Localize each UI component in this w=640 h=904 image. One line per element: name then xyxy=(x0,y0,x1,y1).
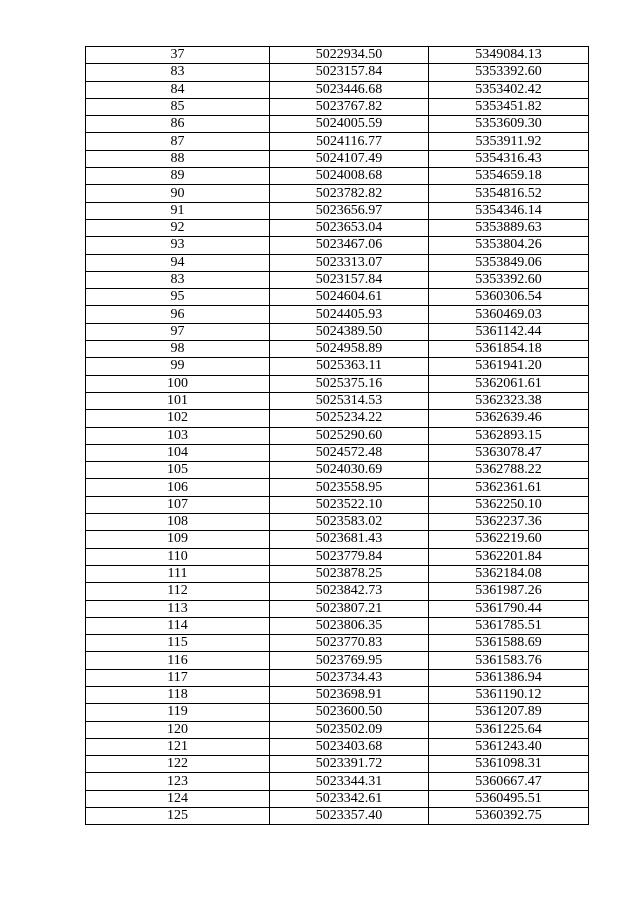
x-coordinate-cell: 5023878.25 xyxy=(270,565,429,582)
table-row xyxy=(86,790,589,807)
point-number-cell: 98 xyxy=(86,341,270,358)
x-coordinate-cell: 5023344.31 xyxy=(270,773,429,790)
point-number-cell: 118 xyxy=(86,686,270,703)
x-coordinate-cell: 5025363.11 xyxy=(270,358,429,375)
point-number-cell: 106 xyxy=(86,479,270,496)
x-coordinate-cell: 5023446.68 xyxy=(270,81,429,98)
table-row xyxy=(86,462,589,479)
table-row xyxy=(86,479,589,496)
y-coordinate-cell: 5353451.82 xyxy=(429,98,589,115)
table-row xyxy=(86,271,589,288)
x-coordinate-cell: 5023467.06 xyxy=(270,237,429,254)
table-row xyxy=(86,219,589,236)
x-coordinate-cell: 5023807.21 xyxy=(270,600,429,617)
x-coordinate-cell: 5023522.10 xyxy=(270,496,429,513)
y-coordinate-cell: 5362201.84 xyxy=(429,548,589,565)
point-number-cell: 115 xyxy=(86,635,270,652)
point-number-cell: 123 xyxy=(86,773,270,790)
table-row xyxy=(86,150,589,167)
point-number-cell: 87 xyxy=(86,133,270,150)
table-row xyxy=(86,306,589,323)
table-row xyxy=(86,669,589,686)
x-coordinate-cell: 5023403.68 xyxy=(270,738,429,755)
y-coordinate-cell: 5361790.44 xyxy=(429,600,589,617)
x-coordinate-cell: 5023157.84 xyxy=(270,64,429,81)
y-coordinate-cell: 5362788.22 xyxy=(429,462,589,479)
y-coordinate-cell: 5361854.18 xyxy=(429,341,589,358)
table-row xyxy=(86,98,589,115)
x-coordinate-cell: 5024005.59 xyxy=(270,116,429,133)
point-number-cell: 93 xyxy=(86,237,270,254)
table-row xyxy=(86,375,589,392)
table-row xyxy=(86,358,589,375)
y-coordinate-cell: 5361243.40 xyxy=(429,738,589,755)
y-coordinate-cell: 5362639.46 xyxy=(429,410,589,427)
table-row xyxy=(86,721,589,738)
table-row xyxy=(86,548,589,565)
y-coordinate-cell: 5361583.76 xyxy=(429,652,589,669)
y-coordinate-cell: 5354816.52 xyxy=(429,185,589,202)
y-coordinate-cell: 5353911.92 xyxy=(429,133,589,150)
table-row xyxy=(86,81,589,98)
y-coordinate-cell: 5361207.89 xyxy=(429,704,589,721)
table-row xyxy=(86,704,589,721)
y-coordinate-cell: 5353402.42 xyxy=(429,81,589,98)
table-row xyxy=(86,116,589,133)
x-coordinate-cell: 5024116.77 xyxy=(270,133,429,150)
y-coordinate-cell: 5360392.75 xyxy=(429,808,589,825)
table-row xyxy=(86,323,589,340)
point-number-cell: 94 xyxy=(86,254,270,271)
x-coordinate-cell: 5023656.97 xyxy=(270,202,429,219)
y-coordinate-cell: 5353392.60 xyxy=(429,271,589,288)
point-number-cell: 109 xyxy=(86,531,270,548)
point-number-cell: 104 xyxy=(86,444,270,461)
x-coordinate-cell: 5023782.82 xyxy=(270,185,429,202)
x-coordinate-cell: 5025375.16 xyxy=(270,375,429,392)
x-coordinate-cell: 5023734.43 xyxy=(270,669,429,686)
x-coordinate-cell: 5023558.95 xyxy=(270,479,429,496)
y-coordinate-cell: 5362250.10 xyxy=(429,496,589,513)
x-coordinate-cell: 5023157.84 xyxy=(270,271,429,288)
y-coordinate-cell: 5362361.61 xyxy=(429,479,589,496)
y-coordinate-cell: 5361785.51 xyxy=(429,617,589,634)
y-coordinate-cell: 5361941.20 xyxy=(429,358,589,375)
y-coordinate-cell: 5360667.47 xyxy=(429,773,589,790)
y-coordinate-cell: 5361225.64 xyxy=(429,721,589,738)
y-coordinate-cell: 5360306.54 xyxy=(429,289,589,306)
table-row xyxy=(86,64,589,81)
x-coordinate-cell: 5023583.02 xyxy=(270,514,429,531)
y-coordinate-cell: 5361386.94 xyxy=(429,669,589,686)
y-coordinate-cell: 5353889.63 xyxy=(429,219,589,236)
point-number-cell: 102 xyxy=(86,410,270,427)
point-number-cell: 125 xyxy=(86,808,270,825)
point-number-cell: 117 xyxy=(86,669,270,686)
table-row xyxy=(86,583,589,600)
x-coordinate-cell: 5022934.50 xyxy=(270,47,429,64)
point-number-cell: 85 xyxy=(86,98,270,115)
coordinates-table-body xyxy=(86,47,589,825)
x-coordinate-cell: 5023770.83 xyxy=(270,635,429,652)
y-coordinate-cell: 5362893.15 xyxy=(429,427,589,444)
point-number-cell: 119 xyxy=(86,704,270,721)
table-row xyxy=(86,47,589,64)
y-coordinate-cell: 5349084.13 xyxy=(429,47,589,64)
point-number-cell: 37 xyxy=(86,47,270,64)
point-number-cell: 124 xyxy=(86,790,270,807)
y-coordinate-cell: 5361190.12 xyxy=(429,686,589,703)
y-coordinate-cell: 5362219.60 xyxy=(429,531,589,548)
table-row xyxy=(86,773,589,790)
point-number-cell: 111 xyxy=(86,565,270,582)
x-coordinate-cell: 5023600.50 xyxy=(270,704,429,721)
x-coordinate-cell: 5023502.09 xyxy=(270,721,429,738)
x-coordinate-cell: 5025290.60 xyxy=(270,427,429,444)
x-coordinate-cell: 5023842.73 xyxy=(270,583,429,600)
point-number-cell: 112 xyxy=(86,583,270,600)
y-coordinate-cell: 5361142.44 xyxy=(429,323,589,340)
table-row xyxy=(86,237,589,254)
y-coordinate-cell: 5363078.47 xyxy=(429,444,589,461)
point-number-cell: 86 xyxy=(86,116,270,133)
point-number-cell: 120 xyxy=(86,721,270,738)
y-coordinate-cell: 5354346.14 xyxy=(429,202,589,219)
x-coordinate-cell: 5024389.50 xyxy=(270,323,429,340)
table-row xyxy=(86,444,589,461)
table-row xyxy=(86,392,589,409)
y-coordinate-cell: 5361987.26 xyxy=(429,583,589,600)
point-number-cell: 95 xyxy=(86,289,270,306)
point-number-cell: 101 xyxy=(86,392,270,409)
y-coordinate-cell: 5362237.36 xyxy=(429,514,589,531)
table-row xyxy=(86,289,589,306)
y-coordinate-cell: 5353804.26 xyxy=(429,237,589,254)
x-coordinate-cell: 5024107.49 xyxy=(270,150,429,167)
table-row xyxy=(86,686,589,703)
table-row xyxy=(86,652,589,669)
table-row xyxy=(86,756,589,773)
point-number-cell: 116 xyxy=(86,652,270,669)
point-number-cell: 110 xyxy=(86,548,270,565)
table-row xyxy=(86,565,589,582)
table-row xyxy=(86,168,589,185)
y-coordinate-cell: 5362323.38 xyxy=(429,392,589,409)
x-coordinate-cell: 5023681.43 xyxy=(270,531,429,548)
x-coordinate-cell: 5024958.89 xyxy=(270,341,429,358)
point-number-cell: 91 xyxy=(86,202,270,219)
y-coordinate-cell: 5353392.60 xyxy=(429,64,589,81)
point-number-cell: 83 xyxy=(86,64,270,81)
table-row xyxy=(86,531,589,548)
point-number-cell: 121 xyxy=(86,738,270,755)
x-coordinate-cell: 5025314.53 xyxy=(270,392,429,409)
y-coordinate-cell: 5353849.06 xyxy=(429,254,589,271)
table-row xyxy=(86,496,589,513)
y-coordinate-cell: 5361588.69 xyxy=(429,635,589,652)
x-coordinate-cell: 5024604.61 xyxy=(270,289,429,306)
x-coordinate-cell: 5024008.68 xyxy=(270,168,429,185)
x-coordinate-cell: 5025234.22 xyxy=(270,410,429,427)
point-number-cell: 83 xyxy=(86,271,270,288)
x-coordinate-cell: 5023806.35 xyxy=(270,617,429,634)
table-row xyxy=(86,410,589,427)
table-row xyxy=(86,617,589,634)
table-row xyxy=(86,808,589,825)
point-number-cell: 122 xyxy=(86,756,270,773)
point-number-cell: 99 xyxy=(86,358,270,375)
point-number-cell: 100 xyxy=(86,375,270,392)
x-coordinate-cell: 5023698.91 xyxy=(270,686,429,703)
table-row xyxy=(86,600,589,617)
table-row xyxy=(86,133,589,150)
y-coordinate-cell: 5354659.18 xyxy=(429,168,589,185)
point-number-cell: 97 xyxy=(86,323,270,340)
table-row xyxy=(86,738,589,755)
x-coordinate-cell: 5023357.40 xyxy=(270,808,429,825)
point-number-cell: 114 xyxy=(86,617,270,634)
point-number-cell: 103 xyxy=(86,427,270,444)
table-row xyxy=(86,202,589,219)
x-coordinate-cell: 5023769.95 xyxy=(270,652,429,669)
y-coordinate-cell: 5360469.03 xyxy=(429,306,589,323)
table-row xyxy=(86,514,589,531)
x-coordinate-cell: 5024572.48 xyxy=(270,444,429,461)
y-coordinate-cell: 5361098.31 xyxy=(429,756,589,773)
coordinates-table xyxy=(85,46,589,825)
point-number-cell: 92 xyxy=(86,219,270,236)
point-number-cell: 107 xyxy=(86,496,270,513)
x-coordinate-cell: 5023779.84 xyxy=(270,548,429,565)
table-row xyxy=(86,185,589,202)
y-coordinate-cell: 5362061.61 xyxy=(429,375,589,392)
x-coordinate-cell: 5023342.61 xyxy=(270,790,429,807)
point-number-cell: 89 xyxy=(86,168,270,185)
x-coordinate-cell: 5023391.72 xyxy=(270,756,429,773)
point-number-cell: 113 xyxy=(86,600,270,617)
y-coordinate-cell: 5360495.51 xyxy=(429,790,589,807)
table-row xyxy=(86,427,589,444)
table-row xyxy=(86,254,589,271)
point-number-cell: 105 xyxy=(86,462,270,479)
y-coordinate-cell: 5354316.43 xyxy=(429,150,589,167)
x-coordinate-cell: 5024405.93 xyxy=(270,306,429,323)
table-row xyxy=(86,341,589,358)
y-coordinate-cell: 5362184.08 xyxy=(429,565,589,582)
table-row xyxy=(86,635,589,652)
point-number-cell: 90 xyxy=(86,185,270,202)
point-number-cell: 84 xyxy=(86,81,270,98)
y-coordinate-cell: 5353609.30 xyxy=(429,116,589,133)
point-number-cell: 108 xyxy=(86,514,270,531)
x-coordinate-cell: 5024030.69 xyxy=(270,462,429,479)
point-number-cell: 88 xyxy=(86,150,270,167)
point-number-cell: 96 xyxy=(86,306,270,323)
x-coordinate-cell: 5023767.82 xyxy=(270,98,429,115)
x-coordinate-cell: 5023653.04 xyxy=(270,219,429,236)
x-coordinate-cell: 5023313.07 xyxy=(270,254,429,271)
